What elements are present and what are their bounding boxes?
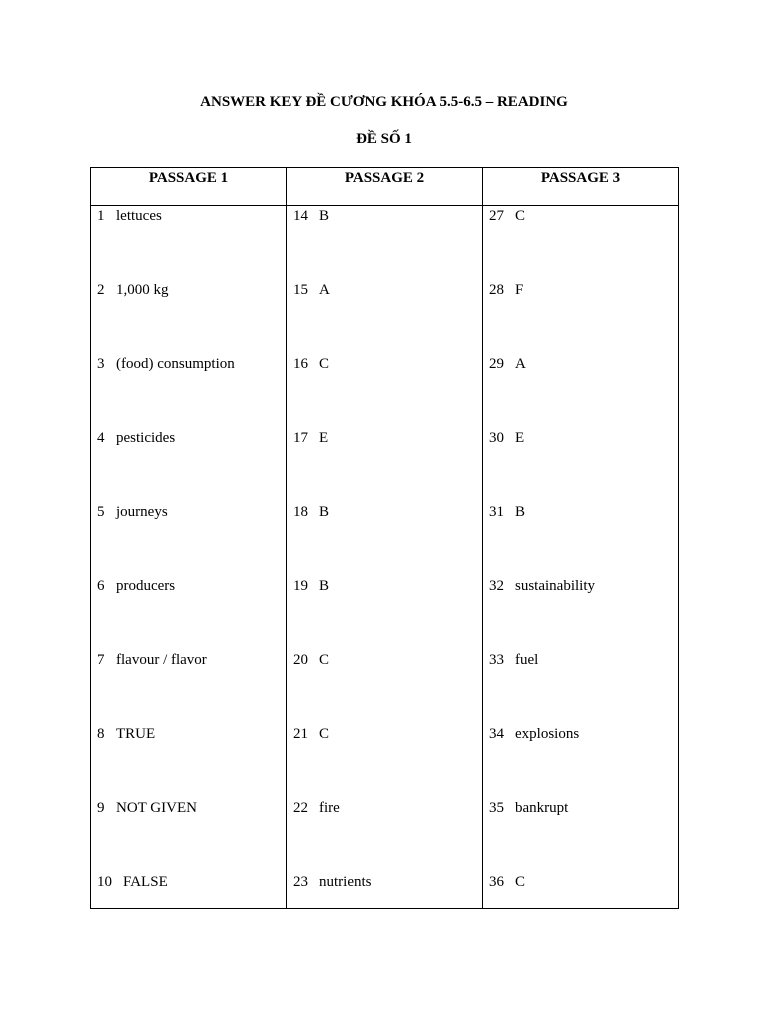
answer-text: C [319, 726, 330, 742]
question-number: 28 [489, 282, 504, 298]
question-number: 15 [293, 282, 308, 298]
question-number: 17 [293, 430, 308, 446]
question-number: 20 [293, 652, 308, 668]
question-number: 7 [97, 652, 105, 668]
answer-text: sustainability [515, 578, 595, 594]
question-number: 18 [293, 504, 308, 520]
answer-text: explosions [515, 726, 580, 742]
answer-cell [91, 724, 287, 798]
answer-cell [287, 280, 483, 354]
answer-cell [91, 798, 287, 872]
document-subtitle: ĐỀ SỐ 1 [356, 131, 412, 147]
table-row [91, 872, 679, 909]
answer-cell [91, 576, 287, 650]
answer-cell [287, 724, 483, 798]
answer-cell [483, 428, 679, 502]
answer-text: E [319, 430, 329, 446]
answer-text: B [515, 504, 526, 520]
answer-cell [287, 428, 483, 502]
question-number: 2 [97, 282, 105, 298]
header-passage-2: PASSAGE 2 [287, 168, 483, 206]
answer-cell [91, 502, 287, 576]
answer-table-body [91, 206, 679, 909]
question-number: 1 [97, 208, 105, 224]
question-number: 29 [489, 356, 504, 372]
answer-text: 1,000 kg [116, 282, 169, 298]
answer-cell [91, 280, 287, 354]
question-number: 21 [293, 726, 308, 742]
answer-text: nutrients [319, 874, 372, 890]
answer-cell [287, 502, 483, 576]
answer-cell [91, 206, 287, 281]
table-row [91, 502, 679, 576]
answer-text: F [515, 282, 524, 298]
answer-text: (food) consumption [116, 356, 235, 372]
answer-text: A [515, 356, 526, 372]
table-row [91, 206, 679, 281]
table-row [91, 354, 679, 428]
answer-cell [483, 502, 679, 576]
answer-text: B [319, 208, 330, 224]
question-number: 8 [97, 726, 105, 742]
answer-cell [483, 724, 679, 798]
answer-text: C [515, 208, 526, 224]
answer-cell [287, 798, 483, 872]
question-number: 27 [489, 208, 504, 224]
question-number: 9 [97, 800, 105, 816]
answer-text: journeys [116, 504, 168, 520]
question-number: 22 [293, 800, 308, 816]
answer-cell [483, 798, 679, 872]
answer-text: lettuces [116, 208, 162, 224]
question-number: 34 [489, 726, 504, 742]
answer-cell [287, 576, 483, 650]
question-number: 4 [97, 430, 105, 446]
question-number: 19 [293, 578, 308, 594]
answer-table [90, 167, 679, 909]
question-number: 3 [97, 356, 105, 372]
answer-cell [483, 872, 679, 909]
answer-text: fuel [515, 652, 539, 668]
answer-text: E [515, 430, 525, 446]
question-number: 31 [489, 504, 504, 520]
header-passage-3: PASSAGE 3 [483, 168, 679, 206]
question-number: 33 [489, 652, 504, 668]
answer-cell [287, 650, 483, 724]
answer-text: pesticides [116, 430, 176, 446]
answer-text: C [515, 874, 526, 890]
answer-cell [483, 354, 679, 428]
table-row [91, 724, 679, 798]
answer-text: A [319, 282, 330, 298]
answer-text: producers [116, 578, 176, 594]
answer-cell [287, 354, 483, 428]
answer-text: FALSE [123, 874, 168, 890]
answer-text: B [319, 504, 330, 520]
answer-cell [91, 428, 287, 502]
answer-cell [91, 650, 287, 724]
table-row [91, 428, 679, 502]
question-number: 10 [97, 874, 112, 890]
table-row [91, 650, 679, 724]
answer-cell [91, 354, 287, 428]
answer-text: bankrupt [515, 800, 569, 816]
answer-text: C [319, 652, 330, 668]
question-number: 5 [97, 504, 105, 520]
answer-text: TRUE [116, 726, 156, 742]
question-number: 23 [293, 874, 308, 890]
answer-cell [91, 872, 287, 909]
answer-text: flavour / flavor [116, 652, 207, 668]
answer-cell [483, 280, 679, 354]
answer-cell [483, 650, 679, 724]
table-header-row [91, 168, 679, 206]
answer-cell [483, 576, 679, 650]
answer-text: B [319, 578, 330, 594]
question-number: 32 [489, 578, 504, 594]
table-row [91, 798, 679, 872]
answer-text: C [319, 356, 330, 372]
question-number: 36 [489, 874, 504, 890]
question-number: 6 [97, 578, 105, 594]
answer-cell [287, 872, 483, 909]
table-row [91, 576, 679, 650]
header-passage-1: PASSAGE 1 [91, 168, 287, 206]
table-row [91, 280, 679, 354]
document-title: ANSWER KEY ĐỀ CƯƠNG KHÓA 5.5-6.5 – READING [200, 94, 568, 110]
answer-text: NOT GIVEN [116, 800, 197, 816]
answer-text: fire [319, 800, 340, 816]
question-number: 14 [293, 208, 308, 224]
question-number: 30 [489, 430, 504, 446]
question-number: 16 [293, 356, 308, 372]
question-number: 35 [489, 800, 504, 816]
answer-cell [483, 206, 679, 281]
answer-cell [287, 206, 483, 281]
